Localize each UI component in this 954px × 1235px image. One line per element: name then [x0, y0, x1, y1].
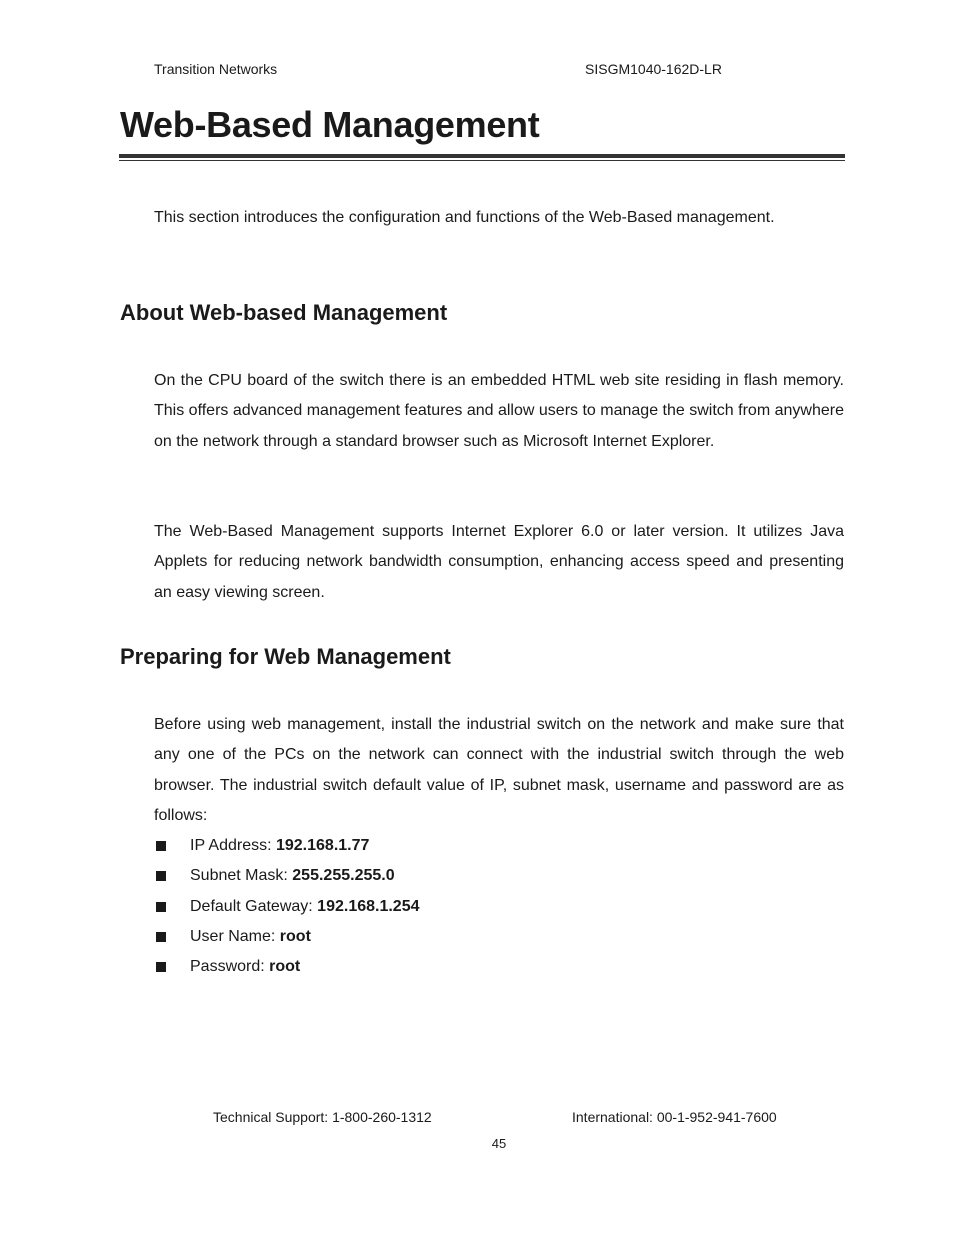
default-label: IP Address: — [190, 837, 276, 854]
square-bullet-icon — [156, 962, 166, 972]
default-value: 192.168.1.77 — [275, 837, 370, 854]
list-item-default-gateway — [154, 892, 420, 922]
list-item-user-name — [154, 922, 420, 952]
section-heading-about: About Web-based Management — [120, 300, 448, 325]
list-item-ip-address — [154, 831, 420, 861]
default-value: 192.168.1.254 — [317, 897, 420, 915]
default-label: User Name: — [190, 927, 280, 945]
header-company: Transition Networks — [154, 61, 278, 77]
default-label: Subnet Mask: — [190, 867, 293, 885]
list-item-password — [154, 952, 420, 982]
default-label: Default Gateway: — [190, 897, 318, 915]
square-bullet-icon — [156, 871, 166, 881]
title-rule-thick — [119, 154, 845, 158]
section-heading-preparing: Preparing for Web Management — [120, 644, 451, 669]
footer-support: Technical Support: 1-800-260-1312 — [213, 1109, 432, 1125]
about-paragraph-1: On the CPU board of the switch there is an embedded HTML web site residing in flash memory. This offers advanced management features and allow users to manage the switch from anywhere on the network through a standard browser such as Microsoft Internet Explorer. — [154, 372, 844, 450]
page-title: Web-Based Management — [120, 104, 540, 145]
square-bullet-icon — [156, 902, 166, 912]
default-value: 255.255.255.0 — [292, 867, 395, 885]
preparing-paragraph: Before using web management, install the industrial switch on the network and make sure that any one of the PCs on the network can connect with the industrial switch through the web browser. The industrial switch default value of IP, subnet mask, username and password are as follows: — [154, 716, 844, 824]
default-label: Password: — [190, 958, 270, 976]
list-item-subnet-mask — [154, 861, 420, 891]
default-value: root — [269, 958, 301, 976]
square-bullet-icon — [156, 841, 166, 851]
defaults-list — [154, 831, 420, 982]
header-model: SISGM1040-162D-LR — [585, 61, 722, 77]
footer-international: International: 00-1-952-941-7600 — [572, 1109, 777, 1125]
intro-text: This section introduces the configuration and functions of the Web-Based management. — [154, 209, 775, 226]
square-bullet-icon — [156, 932, 166, 942]
about-paragraph-2: The Web-Based Management supports Internet Explorer 6.0 or later version. It utilizes Java Applets for reducing network bandwidth consumption, enhancing access speed and presenting an easy viewing screen. — [154, 523, 844, 601]
default-value: root — [279, 927, 311, 945]
page-number: 45 — [491, 1136, 507, 1151]
title-rule-thin — [119, 160, 845, 161]
